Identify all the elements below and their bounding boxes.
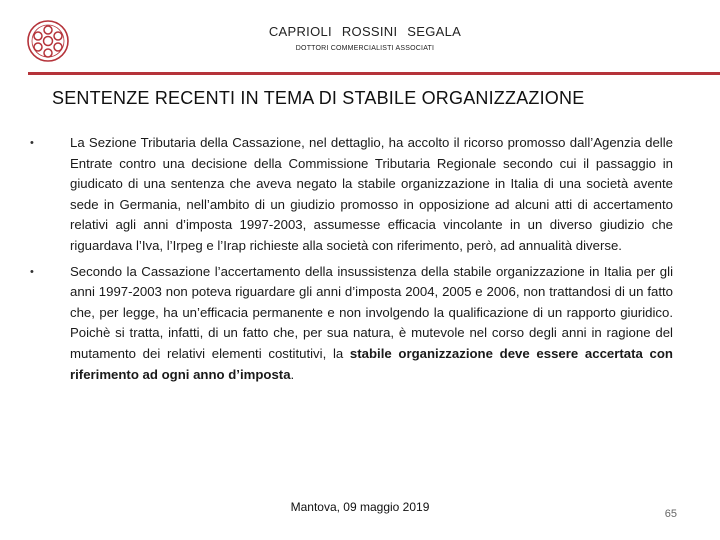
firm-subtitle: DOTTORI COMMERCIALISTI ASSOCIATI: [295, 45, 435, 52]
page-number: 65: [664, 508, 677, 520]
bullet-dot-icon: •: [30, 265, 34, 278]
firm-name: CAPRIOLI ROSSINI SEGALA: [268, 24, 462, 39]
bullet-item: [30, 262, 673, 386]
footer-date: Mantova, 09 maggio 2019: [290, 500, 430, 514]
bullet-tail-text: .: [290, 366, 295, 382]
bullet-text: La Sezione Tributaria della Cassazione, nel dettaglio, ha accolto il ricorso promosso dall’Agenzia delle Entrate contro una decisione della Commissione Tributaria Regionale secondo cui il passaggio in giudicato di una sentenza che aveva negato la stabile organizzazione in Italia di una società avente sede in Germania, nell’ambito di un giudizio promosso in opposizione ad alcuni atti di accertamento relativi agli anni d’imposta 1997-2003, assumesse efficacia vincolante in un diverso giudizio che riguardava l’Iva, l’Irpeg e l’Irap richieste alla società con riferimento, però, ad annualità diverse.: [70, 135, 673, 253]
bullet-text: Secondo la Cassazione l’accertamento della insussistenza della stabile organizzazione in Italia per gli anni 1997-2003 non poteva riguardare gli anni d’imposta 2004, 2005 e 2006, non trattandosi di un fatto che, per legge, ha un’efficacia permanente e non involgendo la qualificazione di un rapporto giuridico. Poichè si tratta, infatti, di un fatto che, per sua natura, è mutevole nel corso degli anni in ragione del mutamento dei relativi elementi costitutivi, la: [70, 263, 673, 361]
slide-title: SENTENZE RECENTI IN TEMA DI STABILE ORGANIZZAZIONE: [52, 88, 585, 108]
header-divider: [28, 72, 720, 75]
bullet-dot-icon: •: [30, 137, 34, 149]
bullet-item: [30, 133, 673, 257]
bullet-list: [30, 133, 673, 390]
bullet-bold-text: stabile organizzazione deve essere accertata con riferimento ad ogni anno d’imposta: [70, 345, 673, 382]
